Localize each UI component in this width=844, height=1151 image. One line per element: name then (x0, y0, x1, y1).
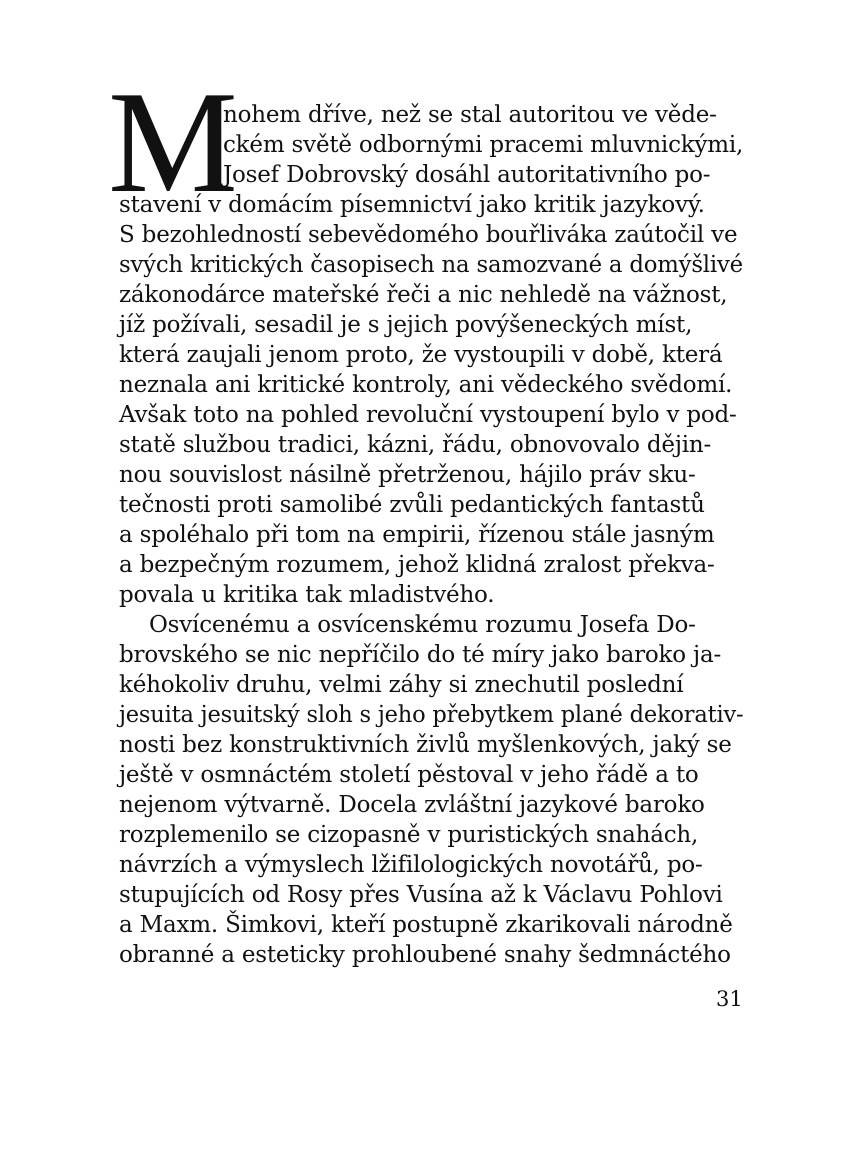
text-line: stavení v domácím písemnictví jako kritik jazykový. (119, 192, 705, 218)
drop-cap-initial: M (108, 61, 232, 223)
text-line: která zaujali jenom proto, že vystoupili v době, která (119, 342, 723, 368)
text-line: a Maxm. Šimkovi, kteří postupně zkarikovali národně (119, 912, 733, 938)
text-line: svých kritických časopisech na samozvané a domýšlivé (119, 252, 743, 278)
text-line: ckém světě odbornými pracemi mluvnickými, (223, 132, 744, 158)
text-line: obranné a esteticky prohloubené snahy šedmnáctého (119, 942, 731, 968)
text-line: jíž požívali, sesadil je s jejich povýšeneckých míst, (119, 312, 693, 338)
text-line: jesuita jesuitský sloh s jeho přebytkem plané dekorativ- (119, 702, 744, 728)
text-line: nou souvislost násilně přetrženou, hájilo práv sku- (119, 462, 696, 488)
text-line: brovského se nic nepříčilo do té míry jako baroko ja- (119, 642, 722, 668)
text-line: zákonodárce mateřské řeči a nic nehledě na vážnost, (119, 282, 728, 308)
text-line: neznala ani kritické kontroly, ani vědeckého svědomí. (119, 372, 733, 398)
text-line: nohem dříve, než se stal autoritou ve věde- (223, 102, 717, 128)
page-number: 31 (716, 987, 743, 1011)
text-line: povala u kritika tak mladistvého. (119, 582, 495, 608)
text-line: návrzích a výmyslech lžifilologických novotářů, po- (119, 852, 703, 878)
text-line: rozplemenilo se cizopasně v puristických snahách, (119, 822, 699, 848)
text-line: a bezpečným rozumem, jehož klidná zralost překva- (119, 552, 715, 578)
text-line: nejenom výtvarně. Docela zvláštní jazykové baroko (119, 792, 705, 818)
text-line: Avšak toto na pohled revoluční vystoupení bylo v pod- (119, 402, 737, 428)
text-line: ještě v osmnáctém století pěstoval v jeho řádě a to (119, 762, 699, 788)
text-line: tečnosti proti samolibé zvůli pedantických fantastů (119, 492, 705, 518)
text-line: Osvícenému a osvícenskému rozumu Josefa Do- (149, 612, 696, 638)
text-line: statě službou tradici, kázni, řádu, obnovovalo dějin- (119, 432, 712, 458)
text-line: Josef Dobrovský dosáhl autoritativního po- (223, 162, 711, 188)
text-line: nosti bez konstruktivních živlů myšlenkových, jaký se (119, 732, 732, 758)
text-line: stupujících od Rosy přes Vusína až k Václavu Pohlovi (119, 882, 723, 908)
text-line: kéhokoliv druhu, velmi záhy si znechutil poslední (119, 672, 684, 698)
text-line: S bezohledností sebevědomého bouřliváka zaútočil ve (119, 222, 738, 248)
text-line: a spoléhalo při tom na empirii, řízenou stále jasným (119, 522, 715, 548)
